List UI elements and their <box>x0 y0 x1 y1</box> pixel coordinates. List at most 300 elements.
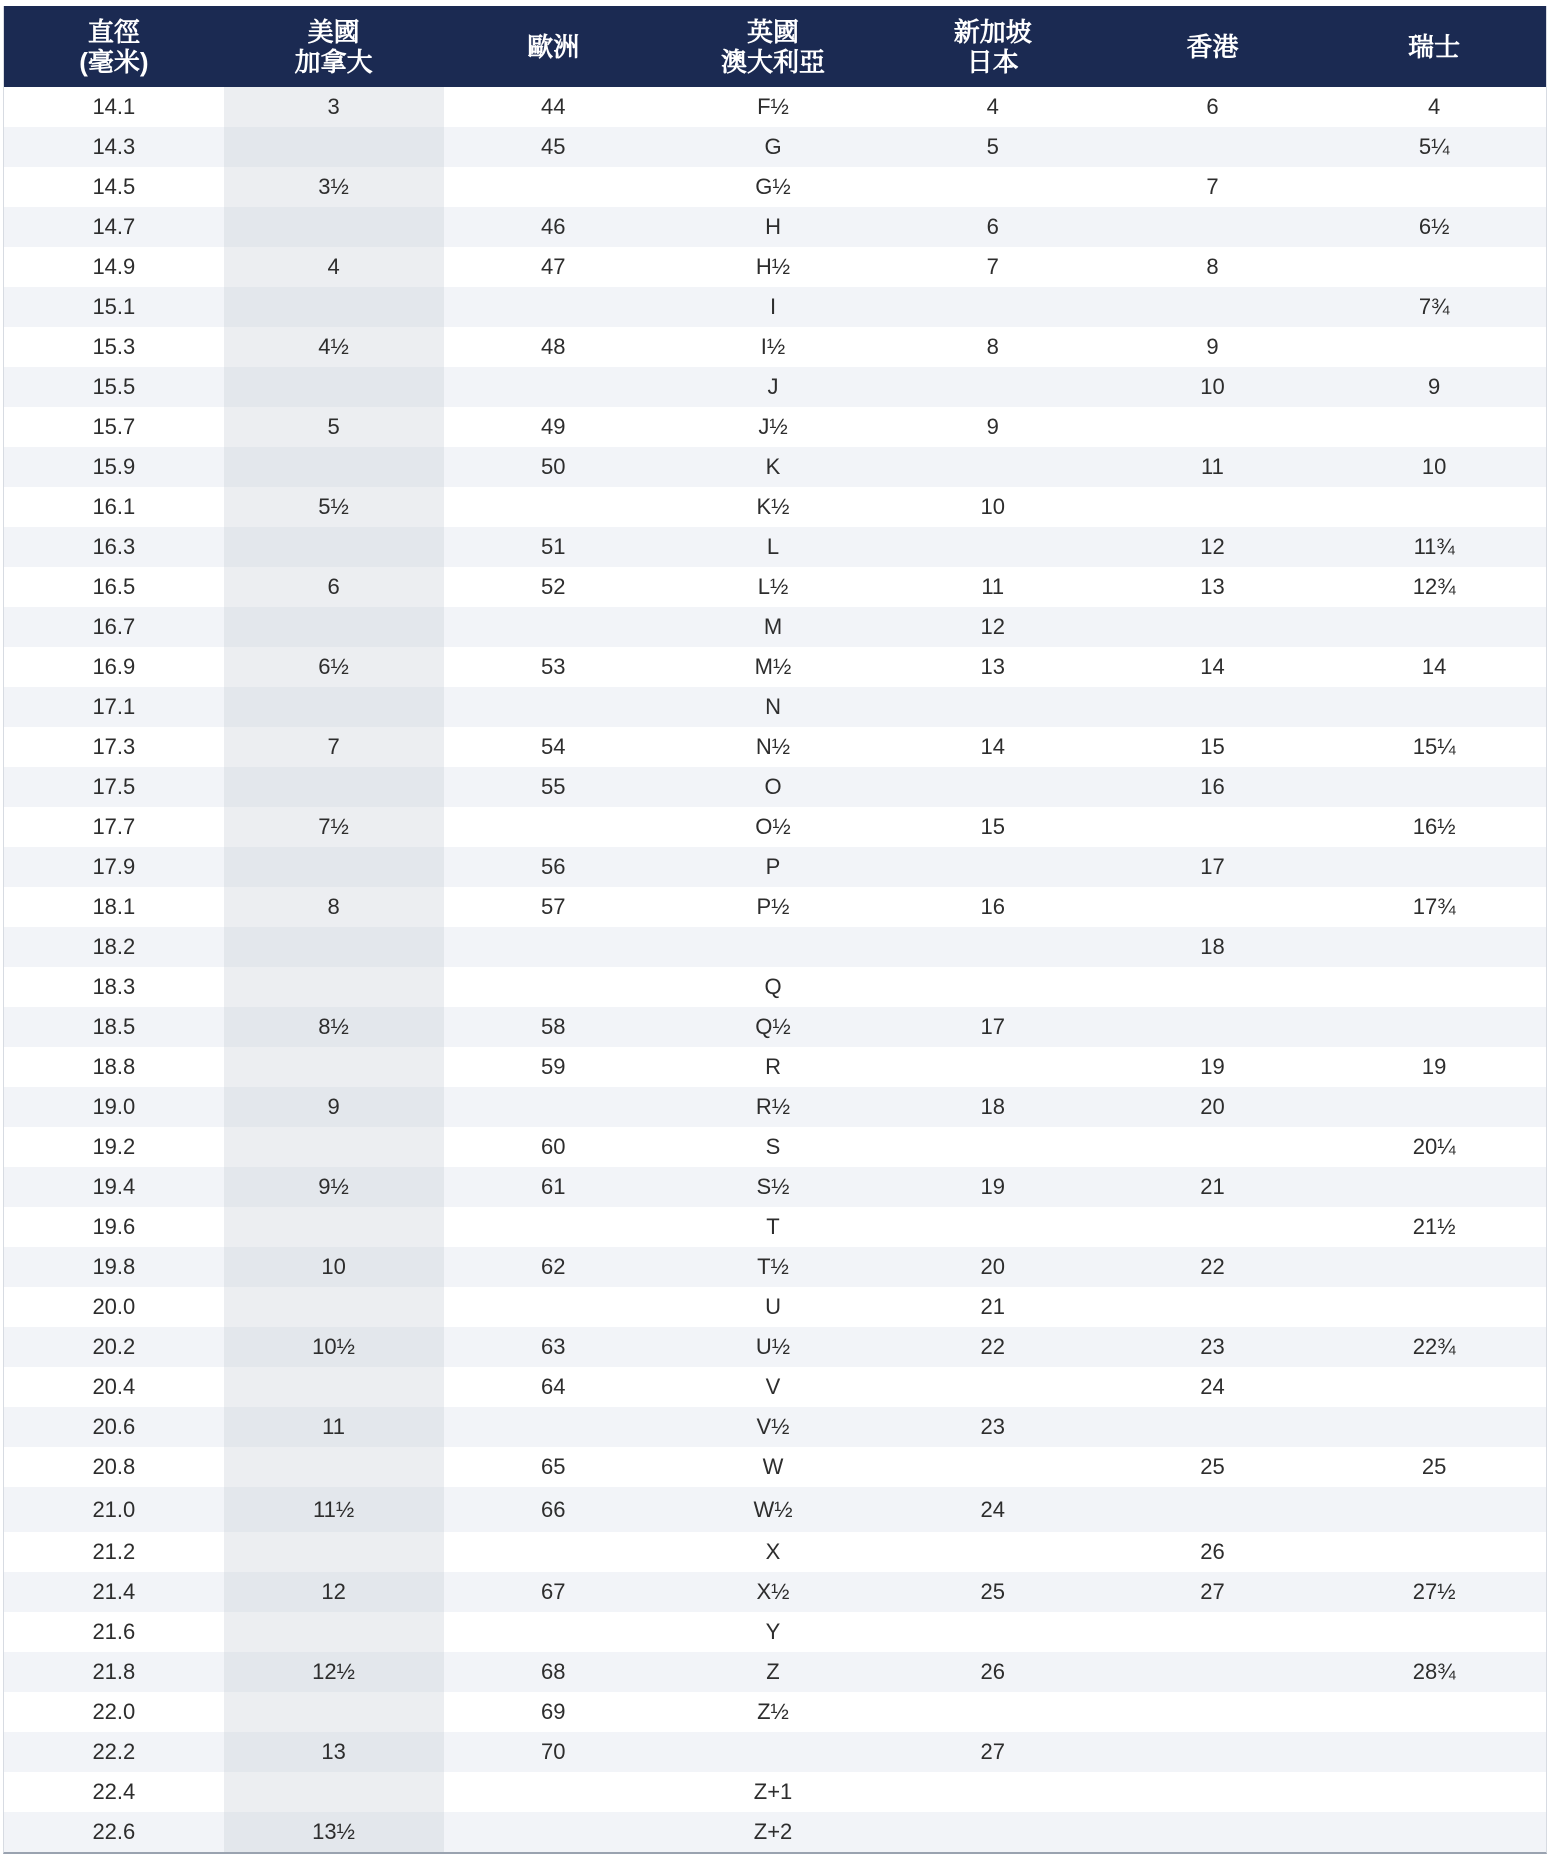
table-cell: 17.3 <box>92 734 136 759</box>
table-cell: 22 <box>1200 1254 1225 1279</box>
table-cell: 60 <box>541 1134 566 1159</box>
table-cell: R½ <box>755 1094 791 1119</box>
table-cell: Z+1 <box>753 1779 793 1804</box>
table-cell: 21 <box>980 1294 1005 1319</box>
table-cell: 4 <box>1428 94 1441 119</box>
table-cell <box>1322 1167 1546 1207</box>
table-cell <box>224 1772 444 1812</box>
table-cell: 62 <box>541 1254 566 1279</box>
table-cell: U <box>765 1294 781 1319</box>
table-cell <box>224 527 444 567</box>
table-cell <box>443 927 663 967</box>
table-cell: 18.1 <box>92 894 136 919</box>
table-cell <box>1322 407 1546 447</box>
table-cell: 8 <box>1206 254 1219 279</box>
table-cell: 65 <box>541 1454 566 1479</box>
table-cell <box>1322 1247 1546 1287</box>
table-cell <box>224 1207 444 1247</box>
table-cell: 16.5 <box>92 574 136 599</box>
table-cell <box>883 687 1103 727</box>
table-row <box>4 1692 1546 1732</box>
table-cell: 61 <box>541 1174 566 1199</box>
table-cell <box>883 847 1103 887</box>
table-cell: 5 <box>986 134 999 159</box>
table-cell: 20.6 <box>92 1414 136 1439</box>
table-row <box>4 1367 1546 1407</box>
table-cell <box>1103 1127 1323 1167</box>
table-cell: 22.0 <box>92 1699 136 1724</box>
column-header <box>1103 6 1323 87</box>
table-cell: 21.6 <box>92 1619 136 1644</box>
table-cell <box>443 1207 663 1247</box>
table-cell: 5 <box>327 414 340 439</box>
table-cell: N <box>765 694 781 719</box>
table-cell <box>1322 1812 1546 1852</box>
table-row <box>4 327 1546 367</box>
table-cell: 14 <box>980 734 1005 759</box>
table-cell <box>443 1612 663 1652</box>
table-cell: 10 <box>321 1254 346 1279</box>
table-cell <box>443 687 663 727</box>
table-cell: Q½ <box>755 1014 791 1039</box>
table-cell: 14 <box>1200 654 1225 679</box>
table-cell <box>1103 1612 1323 1652</box>
table-cell <box>883 1612 1103 1652</box>
table-cell: 15¼ <box>1412 734 1456 759</box>
table-cell: 14 <box>1421 654 1447 679</box>
table-cell <box>224 1287 444 1327</box>
table-cell <box>224 1692 444 1732</box>
table-cell: 20.8 <box>92 1454 136 1479</box>
table-cell <box>1103 1007 1323 1047</box>
table-cell: H½ <box>755 254 791 279</box>
table-cell: 6½ <box>1418 214 1450 239</box>
column-header-line1: 直徑 <box>87 16 140 47</box>
table-cell: 15.5 <box>92 374 136 399</box>
table-row <box>4 1167 1546 1207</box>
table-cell <box>883 1532 1103 1572</box>
table-row <box>4 887 1546 927</box>
column-header-line2: 澳大利亞 <box>721 46 826 77</box>
table-row <box>4 1287 1546 1327</box>
table-row <box>4 567 1546 607</box>
table-cell: 21.4 <box>92 1579 136 1604</box>
table-cell: 20.4 <box>92 1374 136 1399</box>
table-cell: 12 <box>321 1579 346 1604</box>
table-cell <box>1322 927 1546 967</box>
table-cell: 25 <box>1421 1454 1447 1479</box>
table-row <box>4 847 1546 887</box>
table-cell: 16.7 <box>92 614 136 639</box>
table-cell: V <box>765 1374 781 1399</box>
table-row <box>4 807 1546 847</box>
table-cell: 14.7 <box>92 214 136 239</box>
table-cell: 19.0 <box>92 1094 136 1119</box>
table-row <box>4 207 1546 247</box>
table-cell: 55 <box>541 774 566 799</box>
table-cell: 20 <box>980 1254 1005 1279</box>
table-cell: 11 <box>322 1414 345 1439</box>
table-cell <box>663 1732 883 1772</box>
table-row <box>4 247 1546 287</box>
table-cell: 9 <box>1428 374 1441 399</box>
table-cell: 50 <box>541 454 566 479</box>
table-cell: 58 <box>541 1014 566 1039</box>
table-cell: Q <box>764 974 782 999</box>
table-cell: 12¾ <box>1412 574 1456 599</box>
table-cell <box>1103 487 1323 527</box>
table-cell <box>1322 247 1546 287</box>
table-cell: 66 <box>541 1496 566 1522</box>
table-cell: 26 <box>980 1659 1005 1684</box>
table-cell: 10 <box>980 494 1005 519</box>
table-cell: 20¼ <box>1412 1134 1456 1159</box>
column-header-line1: 美國 <box>307 16 360 47</box>
table-cell: I <box>769 294 777 319</box>
column-header <box>443 6 663 87</box>
table-cell: 15 <box>1200 734 1225 759</box>
table-cell: 54 <box>541 734 566 759</box>
table-row <box>4 1487 1546 1532</box>
table-cell: 46 <box>541 214 566 239</box>
table-cell: 9 <box>986 414 999 439</box>
table-row <box>4 1327 1546 1367</box>
table-cell <box>1103 1407 1323 1447</box>
table-cell: L <box>766 534 780 559</box>
table-header <box>4 6 1546 87</box>
table-cell <box>1103 687 1323 727</box>
table-cell <box>883 1812 1103 1852</box>
table-row <box>4 447 1546 487</box>
table-cell: 10 <box>1200 374 1225 399</box>
column-header-line1: 歐洲 <box>527 31 580 62</box>
table-cell <box>883 1047 1103 1087</box>
table-cell <box>224 367 444 407</box>
table-row <box>4 527 1546 567</box>
table-cell: T <box>766 1214 780 1239</box>
table-cell: 22.2 <box>92 1739 136 1764</box>
table-cell: 68 <box>541 1659 566 1684</box>
column-header-line2: 日本 <box>966 46 1019 77</box>
column-header <box>4 6 224 87</box>
table-cell: 15.9 <box>92 454 136 479</box>
table-cell: 11 <box>981 574 1005 599</box>
table-cell <box>224 1447 444 1487</box>
table-cell <box>224 967 444 1007</box>
table-cell: 21.0 <box>92 1496 136 1522</box>
table-cell: 13 <box>1200 574 1225 599</box>
table-cell: 14.5 <box>92 174 136 199</box>
table-cell: 12½ <box>312 1659 355 1684</box>
table-cell <box>443 167 663 207</box>
table-cell <box>443 807 663 847</box>
column-header-line1: 新加坡 <box>953 16 1032 47</box>
table-cell: 59 <box>541 1054 566 1079</box>
table-row <box>4 87 1546 127</box>
table-cell: 7½ <box>318 814 349 839</box>
table-cell: 19.4 <box>92 1174 136 1199</box>
table-cell: 27½ <box>1412 1579 1456 1604</box>
table-cell: 20.0 <box>92 1294 136 1319</box>
table-cell: O½ <box>755 814 791 839</box>
table-cell <box>883 1692 1103 1732</box>
table-cell <box>224 127 444 167</box>
table-cell: 23 <box>980 1414 1005 1439</box>
table-cell: 21.2 <box>92 1539 136 1564</box>
column-header-line2: (毫米) <box>79 46 149 77</box>
table-cell: 13 <box>321 1739 346 1764</box>
column-header <box>663 6 883 87</box>
table-cell: 49 <box>541 414 566 439</box>
table-cell <box>224 767 444 807</box>
table-cell <box>1103 127 1323 167</box>
table-cell: 18.3 <box>92 974 136 999</box>
table-cell: W <box>762 1454 784 1479</box>
table-cell <box>443 287 663 327</box>
table-cell <box>1322 1367 1546 1407</box>
table-cell <box>883 1367 1103 1407</box>
table-cell <box>1322 1532 1546 1572</box>
table-cell <box>1103 1772 1323 1812</box>
table-row <box>4 1652 1546 1692</box>
table-cell: 4 <box>986 94 999 119</box>
table-cell <box>1322 1087 1546 1127</box>
column-header-line1: 英國 <box>747 16 800 47</box>
table-cell: X½ <box>756 1579 790 1604</box>
table-cell: 16 <box>1200 774 1225 799</box>
table-cell: S½ <box>756 1174 790 1199</box>
table-cell: J½ <box>758 414 788 439</box>
table-cell: 47 <box>541 254 566 279</box>
table-cell <box>1103 1487 1323 1532</box>
table-cell: R <box>765 1054 781 1079</box>
table-cell: 18 <box>980 1094 1005 1119</box>
table-cell: 19.2 <box>92 1134 136 1159</box>
table-cell <box>1322 1287 1546 1327</box>
table-cell: 18 <box>1200 934 1225 959</box>
table-row <box>4 967 1546 1007</box>
column-header <box>224 6 444 87</box>
table-cell: G½ <box>755 174 791 199</box>
table-cell: 14.3 <box>92 134 136 159</box>
table-cell: 22 <box>980 1334 1005 1359</box>
table-cell: Z+2 <box>753 1819 793 1844</box>
table-row <box>4 647 1546 687</box>
table-cell: L½ <box>757 574 789 599</box>
table-cell: 16.1 <box>92 494 136 519</box>
table-row <box>4 1407 1546 1447</box>
table-cell <box>224 1532 444 1572</box>
table-cell: 15 <box>980 814 1005 839</box>
table-cell: 6 <box>986 214 999 239</box>
table-cell <box>883 1772 1103 1812</box>
table-cell: 4 <box>327 254 340 279</box>
table-cell: K½ <box>756 494 790 519</box>
table-cell <box>883 1127 1103 1167</box>
table-cell <box>224 207 444 247</box>
table-cell <box>1103 407 1323 447</box>
table-row <box>4 487 1546 527</box>
table-cell: 15.1 <box>92 294 136 319</box>
table-cell: 8 <box>327 894 340 919</box>
table-cell <box>1322 1487 1546 1532</box>
table-cell <box>1103 1692 1323 1732</box>
table-cell: 16 <box>980 894 1005 919</box>
table-cell: O <box>764 774 782 799</box>
table-row <box>4 1207 1546 1247</box>
table-cell: 22¾ <box>1412 1334 1456 1359</box>
table-cell: 13 <box>980 654 1005 679</box>
table-cell: 26 <box>1200 1539 1225 1564</box>
table-cell <box>883 287 1103 327</box>
table-cell: 14.1 <box>92 94 136 119</box>
table-cell: 22.4 <box>92 1779 136 1804</box>
table-cell: 7 <box>1206 174 1219 199</box>
table-cell: Z <box>766 1659 780 1684</box>
table-cell <box>1103 1287 1323 1327</box>
size-conversion-table <box>3 6 1547 1854</box>
table-row <box>4 1047 1546 1087</box>
table-cell <box>883 967 1103 1007</box>
table-cell: M <box>763 614 783 639</box>
table-cell <box>883 167 1103 207</box>
column-header-line1: 香港 <box>1186 31 1239 62</box>
table-cell: 44 <box>541 94 566 119</box>
table-cell: 22.6 <box>92 1819 136 1844</box>
table-cell: 3½ <box>318 174 349 199</box>
table-cell: 21.8 <box>92 1659 136 1684</box>
table-cell <box>663 927 883 967</box>
table-cell: W½ <box>753 1496 793 1522</box>
table-row <box>4 1772 1546 1812</box>
table-cell <box>443 1812 663 1852</box>
table-cell: 10½ <box>312 1334 355 1359</box>
table-cell: 11 <box>1201 454 1224 479</box>
table-cell: 19 <box>1421 1054 1447 1079</box>
table-row <box>4 607 1546 647</box>
table-cell: 56 <box>541 854 566 879</box>
table-cell: 27 <box>1200 1579 1225 1604</box>
table-row <box>4 1572 1546 1612</box>
table-cell <box>443 1407 663 1447</box>
table-cell <box>1322 1772 1546 1812</box>
table-cell: 24 <box>1200 1374 1225 1399</box>
table-cell: 52 <box>541 574 566 599</box>
table-cell: 21 <box>1200 1174 1225 1199</box>
table-cell <box>443 1087 663 1127</box>
table-cell: 16½ <box>1412 814 1456 839</box>
table-row <box>4 1007 1546 1047</box>
table-cell: 9 <box>327 1094 340 1119</box>
table-cell <box>224 1047 444 1087</box>
table-cell: 15.3 <box>92 334 136 359</box>
table-row <box>4 767 1546 807</box>
table-cell: I½ <box>760 334 786 359</box>
table-row <box>4 1812 1546 1852</box>
table-cell: 17¾ <box>1412 894 1456 919</box>
table-cell: 24 <box>980 1496 1005 1522</box>
table-cell: 6 <box>327 574 340 599</box>
table-row <box>4 367 1546 407</box>
table-cell: 10 <box>1421 454 1447 479</box>
table-cell <box>443 1772 663 1812</box>
table-cell <box>224 287 444 327</box>
table-cell <box>1103 887 1323 927</box>
table-cell: 19 <box>1200 1054 1225 1079</box>
table-cell <box>1322 327 1546 367</box>
table-cell <box>883 927 1103 967</box>
table-cell <box>1322 1692 1546 1732</box>
table-cell: Y <box>765 1619 781 1644</box>
table-cell <box>1322 1732 1546 1772</box>
table-cell: 7 <box>986 254 999 279</box>
table-cell <box>1322 167 1546 207</box>
table-cell <box>883 367 1103 407</box>
table-cell <box>443 487 663 527</box>
table-cell: P½ <box>756 894 790 919</box>
table-cell: 19 <box>980 1174 1005 1199</box>
table-row <box>4 1732 1546 1772</box>
table-cell <box>883 447 1103 487</box>
table-cell <box>1322 487 1546 527</box>
table-cell <box>1322 967 1546 1007</box>
table-cell: 11¾ <box>1413 534 1455 559</box>
table-cell: 9½ <box>318 1174 349 1199</box>
table-cell: 18.8 <box>92 1054 136 1079</box>
table-row <box>4 167 1546 207</box>
table-cell: G <box>764 134 782 159</box>
table-cell: 69 <box>541 1699 566 1724</box>
table-cell: 17.7 <box>92 814 136 839</box>
table-cell: 21½ <box>1412 1214 1456 1239</box>
table-row <box>4 1532 1546 1572</box>
table-cell: 18.5 <box>92 1014 136 1039</box>
table-cell <box>1103 1207 1323 1247</box>
table-cell: 14.9 <box>92 254 136 279</box>
table-cell <box>1103 607 1323 647</box>
table-cell: 6 <box>1206 94 1219 119</box>
table-cell: 27 <box>980 1739 1005 1764</box>
table-row <box>4 1247 1546 1287</box>
table-cell: 5¼ <box>1418 134 1450 159</box>
table-cell <box>883 1207 1103 1247</box>
table-cell: 17.5 <box>92 774 136 799</box>
table-cell: P <box>765 854 781 879</box>
table-cell: 48 <box>541 334 566 359</box>
table-cell: 11½ <box>312 1496 355 1522</box>
table-cell <box>883 767 1103 807</box>
table-cell: 19.8 <box>92 1254 136 1279</box>
table-row <box>4 1447 1546 1487</box>
table-cell <box>443 967 663 1007</box>
table-cell: J <box>767 374 779 399</box>
table-cell: 17 <box>1200 854 1225 879</box>
table-cell: 5½ <box>318 494 349 519</box>
table-cell <box>1322 607 1546 647</box>
table-cell <box>883 527 1103 567</box>
table-cell <box>1322 1407 1546 1447</box>
column-header-line1: 瑞士 <box>1408 31 1461 62</box>
table-cell: 13½ <box>312 1819 355 1844</box>
table-cell: 3 <box>327 94 340 119</box>
table-cell: M½ <box>754 654 792 679</box>
table-cell: U½ <box>755 1334 791 1359</box>
table-cell: 7¾ <box>1418 294 1450 319</box>
table-cell: 9 <box>1206 334 1219 359</box>
table-cell <box>1322 847 1546 887</box>
table-row <box>4 1087 1546 1127</box>
table-cell <box>1103 807 1323 847</box>
